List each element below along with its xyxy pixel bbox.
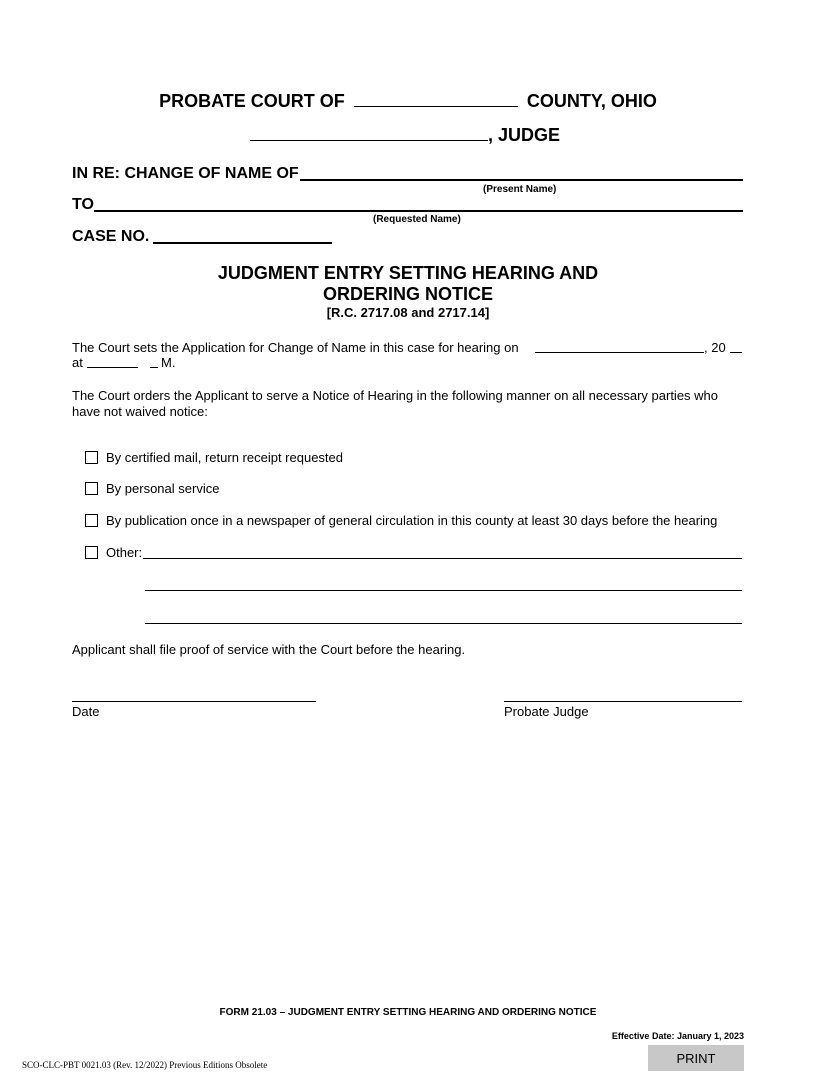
certified-mail-checkbox[interactable] <box>85 451 98 464</box>
effective-date: Effective Date: January 1, 2023 <box>611 1031 744 1041</box>
date-label: Date <box>72 704 100 719</box>
present-name-field[interactable] <box>300 162 743 181</box>
case-number-field[interactable] <box>153 226 332 244</box>
date-signature-line[interactable] <box>72 690 316 702</box>
probate-judge-label: Probate Judge <box>504 704 589 719</box>
present-name-caption: (Present Name) <box>483 184 557 195</box>
court-suffix: COUNTY, OHIO <box>526 91 657 111</box>
other-label: Other: <box>106 545 143 560</box>
am-pm-field[interactable] <box>150 355 158 368</box>
requested-name-caption: (Requested Name) <box>373 214 461 225</box>
other-line-2[interactable] <box>145 580 742 591</box>
m-label: M. <box>161 355 176 370</box>
title-citation: [R.C. 2717.08 and 2717.14] <box>326 305 490 320</box>
judge-signature-line[interactable] <box>504 690 742 702</box>
judge-heading <box>250 124 560 146</box>
case-no-label: CASE NO. <box>72 228 150 245</box>
hearing-text: The Court sets the Application for Change of Name in this case for hearing on <box>72 340 519 355</box>
title-line-2: ORDERING NOTICE <box>322 284 493 304</box>
publication-label: By publication once in a newspaper of general circulation in this county at least 30 days before the hearing <box>106 513 718 528</box>
other-line-1[interactable] <box>143 546 742 559</box>
other-checkbox[interactable] <box>85 546 98 559</box>
certified-mail-label: By certified mail, return receipt requested <box>106 450 343 465</box>
year-prefix: , 20 <box>704 340 726 355</box>
hearing-year-field[interactable] <box>730 340 742 353</box>
at-label: at <box>72 355 83 370</box>
court-prefix: PROBATE COURT OF <box>159 91 345 111</box>
judge-name-field[interactable] <box>250 125 488 141</box>
other-line-3[interactable] <box>145 613 742 624</box>
form-code: SCO-CLC-PBT 0021.03 (Rev. 12/2022) Previous Editions Obsolete <box>22 1060 268 1070</box>
notice-text: The Court orders the Applicant to serve a Notice of Hearing in the following manner on all necessary parties who have not waived notice: <box>72 388 719 419</box>
personal-service-checkbox[interactable] <box>85 482 98 495</box>
in-re-label: IN RE: CHANGE OF NAME OF <box>72 165 299 182</box>
to-label: TO <box>72 196 94 213</box>
hearing-time-field[interactable] <box>87 355 138 368</box>
court-heading <box>0 90 816 112</box>
requested-name-field[interactable] <box>94 194 743 212</box>
publication-checkbox[interactable] <box>85 514 98 527</box>
print-button[interactable]: PRINT <box>648 1045 744 1071</box>
title-line-1: JUDGMENT ENTRY SETTING HEARING AND <box>217 263 599 283</box>
proof-text: Applicant shall file proof of service with the Court before the hearing. <box>72 642 466 657</box>
county-field[interactable] <box>354 91 518 107</box>
judge-suffix: , JUDGE <box>488 125 561 145</box>
personal-service-label: By personal service <box>106 481 220 496</box>
hearing-date-field[interactable] <box>535 340 704 353</box>
footer-form-title: FORM 21.03 – JUDGMENT ENTRY SETTING HEARING AND ORDERING NOTICE <box>219 1007 597 1018</box>
